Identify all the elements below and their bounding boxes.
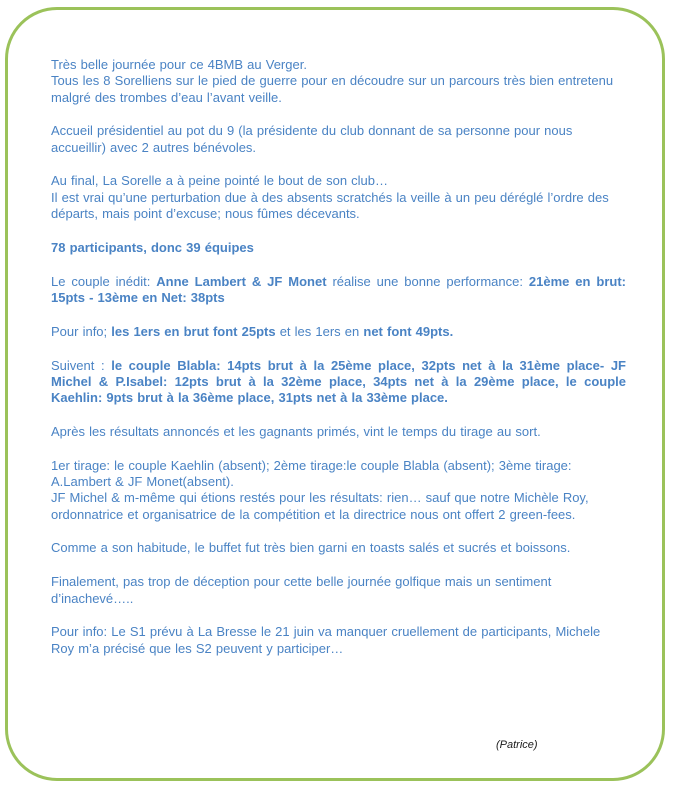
paragraph-intro — [51, 57, 626, 106]
info-text-1: Pour info; — [51, 323, 112, 339]
info-brut: les 1ers en brut font 25pts — [111, 323, 276, 339]
paragraph-participants: 78 participants, donc 39 équipes — [51, 239, 254, 255]
paragraph-final — [51, 173, 626, 222]
signature: (Patrice) — [496, 739, 538, 751]
paragraph-following — [51, 358, 626, 407]
paragraph-s1-info: Pour info: Le S1 prévu à La Bresse le 21 juin va manquer cruellement de participants, Michele Roy m’a précisé que les S2 peuvent y participer… — [51, 624, 601, 656]
couple-names: Anne Lambert & JF Monet — [156, 273, 327, 289]
paragraph-conclusion: Finalement, pas trop de déception pour cette belle journée golfique mais un sentiment d’inachevé….. — [51, 574, 552, 606]
paragraph-results: Après les résultats annoncés et les gagnants primés, vint le temps du tirage au sort. — [51, 423, 541, 439]
intro-line-2: Tous les 8 Sorelliens sur le pied de guerre pour en découdre sur un parcours très bien entretenu malgré des trombes d’eau l’avant veille. — [51, 73, 614, 105]
paragraph-welcome: Accueil présidentiel au pot du 9 (la présidente du club donnant de sa personne pour nous accueillir) avec 2 autres bénévoles. — [51, 123, 573, 155]
final-line-2: Il est vrai qu’une perturbation due à des absents scratchés la veille à un peu déréglé l’ordre des départs, mais point d’excuse; nous fûmes décevants. — [51, 189, 609, 222]
couple-text-1: Le couple inédit: — [51, 273, 157, 289]
following-results: le couple Blabla: 14pts brut à la 25ème place, 32pts net à la 31ème place- JF Michel & P.Isabel: 12pts brut à la 32ème place, 34pts net à la 29ème place, le couple Kaehlin: 9pts brut à la 36ème place, 31pts net à la 33ème place. — [51, 357, 626, 406]
draw-line-2: JF Michel & m-même qui étions restés pour les résultats: rien… sauf que notre Michèle Roy, ordonnatrice et organisatrice de la compétition et la directrice nous ont offert 2 green-fees. — [51, 490, 589, 522]
intro-line-1: Très belle journée pour ce 4BMB au Verger. — [51, 57, 307, 72]
paragraph-couple — [51, 274, 626, 307]
info-net: net font 49pts. — [363, 323, 454, 339]
paragraph-buffet: Comme a son habitude, le buffet fut très bien garni en toasts salés et sucrés et boissons. — [51, 540, 571, 556]
following-label: Suivent : — [51, 357, 112, 373]
info-text-2: et les 1ers en — [275, 323, 364, 339]
article-body — [51, 57, 626, 674]
paragraph-draw — [51, 458, 626, 523]
couple-text-2: réalise une bonne performance: — [326, 273, 529, 289]
final-line-1: Au final, La Sorelle a à peine pointé le bout de son club… — [51, 173, 389, 189]
couple-score: 21ème en brut: 15pts - 13ème en Net: 38pts — [51, 273, 626, 305]
paragraph-info-scores — [51, 324, 626, 340]
draw-line-1: 1er tirage: le couple Kaehlin (absent); 2ème tirage:le couple Blabla (absent); 3ème tirage: A.Lambert & JF Monet(absent). — [51, 457, 572, 490]
